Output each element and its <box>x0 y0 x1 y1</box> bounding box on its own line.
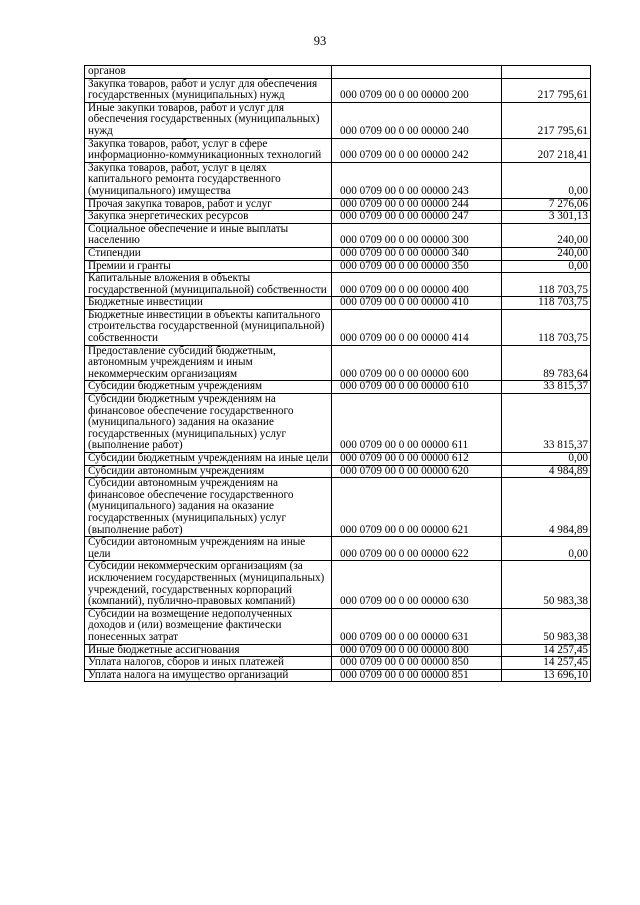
amount: 13 696,10 <box>502 669 591 682</box>
expense-name: Субсидии автономным учреждениям на финансовое обеспечение государственного (муниципального) задания на оказание государственных (муниципальных) услуг (выполнение работ) <box>85 478 332 537</box>
expense-name: Субсидии бюджетным учреждениям на иные цели <box>85 453 332 466</box>
expense-name: Стипендии <box>85 247 332 260</box>
table-row <box>85 561 591 608</box>
amount: 33 815,37 <box>502 381 591 394</box>
table-row <box>85 644 591 657</box>
table-row <box>85 297 591 310</box>
table-row <box>85 162 591 198</box>
amount: 240,00 <box>502 247 591 260</box>
budget-code: 000 0709 00 0 00 00000 851 <box>332 669 502 682</box>
expense-name: Капитальные вложения в объекты государственной (муниципальной) собственности <box>85 273 332 297</box>
budget-code: 000 0709 00 0 00 00000 300 <box>332 223 502 247</box>
table-row <box>85 309 591 345</box>
budget-code: 000 0709 00 0 00 00000 200 <box>332 78 502 102</box>
budget-code: 000 0709 00 0 00 00000 243 <box>332 162 502 198</box>
budget-code: 000 0709 00 0 00 00000 350 <box>332 260 502 273</box>
table-row <box>85 138 591 162</box>
amount: 240,00 <box>502 223 591 247</box>
amount: 3 301,13 <box>502 211 591 224</box>
table-row <box>85 273 591 297</box>
expense-name: Социальное обеспечение и иные выплаты населению <box>85 223 332 247</box>
budget-code: 000 0709 00 0 00 00000 240 <box>332 102 502 138</box>
budget-code: 000 0709 00 0 00 00000 850 <box>332 657 502 670</box>
budget-code: 000 0709 00 0 00 00000 610 <box>332 381 502 394</box>
table-row <box>85 465 591 478</box>
table-row <box>85 78 591 102</box>
budget-code: 000 0709 00 0 00 00000 414 <box>332 309 502 345</box>
amount: 217 795,61 <box>502 102 591 138</box>
table-row <box>85 537 591 561</box>
budget-code: 000 0709 00 0 00 00000 247 <box>332 211 502 224</box>
table-row <box>85 478 591 537</box>
expense-name: Закупка товаров, работ и услуг для обеспечения государственных (муниципальных) нужд <box>85 78 332 102</box>
table-row <box>85 198 591 211</box>
amount: 207 218,41 <box>502 138 591 162</box>
amount: 14 257,45 <box>502 657 591 670</box>
expense-name: Субсидии автономным учреждениям на иные цели <box>85 537 332 561</box>
budget-code: 000 0709 00 0 00 00000 244 <box>332 198 502 211</box>
table-row <box>85 657 591 670</box>
expense-name: Субсидии на возмещение недополученных доходов и (или) возмещение фактически понесенных затрат <box>85 608 332 644</box>
table-row <box>85 211 591 224</box>
expense-name: Премии и гранты <box>85 260 332 273</box>
table-row <box>85 381 591 394</box>
expense-name: Уплата налога на имущество организаций <box>85 669 332 682</box>
amount: 50 983,38 <box>502 608 591 644</box>
amount: 0,00 <box>502 260 591 273</box>
page-number: 93 <box>313 34 327 48</box>
budget-code: 000 0709 00 0 00 00000 621 <box>332 478 502 537</box>
amount <box>502 66 591 79</box>
amount: 0,00 <box>502 537 591 561</box>
table-row <box>85 260 591 273</box>
amount: 50 983,38 <box>502 561 591 608</box>
amount: 0,00 <box>502 453 591 466</box>
expense-name: Субсидии бюджетным учреждениям на финансовое обеспечение государственного (муниципального) задания на оказание государственных (муниципальных) услуг (выполнение работ) <box>85 394 332 453</box>
amount: 4 984,89 <box>502 465 591 478</box>
table-row <box>85 608 591 644</box>
budget-code: 000 0709 00 0 00 00000 612 <box>332 453 502 466</box>
table-row <box>85 223 591 247</box>
budget-code <box>332 66 502 79</box>
budget-code: 000 0709 00 0 00 00000 410 <box>332 297 502 310</box>
table-row <box>85 247 591 260</box>
expense-name: Субсидии автономным учреждениям <box>85 465 332 478</box>
table-row <box>85 669 591 682</box>
amount: 217 795,61 <box>502 78 591 102</box>
amount: 118 703,75 <box>502 297 591 310</box>
expense-name: Бюджетные инвестиции в объекты капитального строительства государственной (муниципальной) собственности <box>85 309 332 345</box>
budget-table <box>84 65 591 682</box>
expense-name: Закупка энергетических ресурсов <box>85 211 332 224</box>
expense-name: органов <box>85 66 332 79</box>
amount: 118 703,75 <box>502 273 591 297</box>
budget-code: 000 0709 00 0 00 00000 622 <box>332 537 502 561</box>
amount: 118 703,75 <box>502 309 591 345</box>
expense-name: Субсидии бюджетным учреждениям <box>85 381 332 394</box>
expense-name: Прочая закупка товаров, работ и услуг <box>85 198 332 211</box>
budget-code: 000 0709 00 0 00 00000 340 <box>332 247 502 260</box>
expense-name: Закупка товаров, работ, услуг в сфере информационно-коммуникационных технологий <box>85 138 332 162</box>
budget-code: 000 0709 00 0 00 00000 242 <box>332 138 502 162</box>
amount: 89 783,64 <box>502 345 591 381</box>
table-row <box>85 453 591 466</box>
budget-code: 000 0709 00 0 00 00000 611 <box>332 394 502 453</box>
expense-name: Иные закупки товаров, работ и услуг для обеспечения государственных (муниципальных) нужд <box>85 102 332 138</box>
budget-code: 000 0709 00 0 00 00000 631 <box>332 608 502 644</box>
table-row <box>85 394 591 453</box>
amount: 7 276,06 <box>502 198 591 211</box>
budget-code: 000 0709 00 0 00 00000 400 <box>332 273 502 297</box>
budget-code: 000 0709 00 0 00 00000 600 <box>332 345 502 381</box>
amount: 4 984,89 <box>502 478 591 537</box>
expense-name: Уплата налогов, сборов и иных платежей <box>85 657 332 670</box>
amount: 0,00 <box>502 162 591 198</box>
expense-name: Субсидии некоммерческим организациям (за исключением государственных (муниципальных) учреждений, государственных корпораций (компаний), публично-правовых компаний) <box>85 561 332 608</box>
table-row <box>85 66 591 79</box>
expense-name: Бюджетные инвестиции <box>85 297 332 310</box>
expense-name: Закупка товаров, работ, услуг в целях капитального ремонта государственного (муниципального) имущества <box>85 162 332 198</box>
amount: 33 815,37 <box>502 394 591 453</box>
amount: 14 257,45 <box>502 644 591 657</box>
budget-code: 000 0709 00 0 00 00000 800 <box>332 644 502 657</box>
expense-name: Иные бюджетные ассигнования <box>85 644 332 657</box>
expense-name: Предоставление субсидий бюджетным, автономным учреждениям и иным некоммерческим организациям <box>85 345 332 381</box>
budget-code: 000 0709 00 0 00 00000 620 <box>332 465 502 478</box>
budget-code: 000 0709 00 0 00 00000 630 <box>332 561 502 608</box>
table-row <box>85 102 591 138</box>
table-row <box>85 345 591 381</box>
